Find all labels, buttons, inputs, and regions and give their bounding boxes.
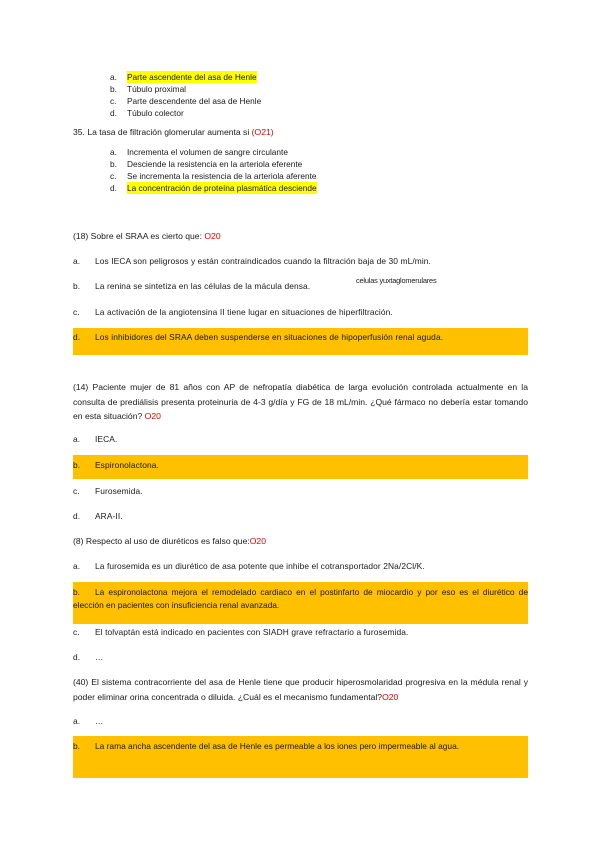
question-18-option-a — [73, 256, 528, 266]
option-letter: d. — [110, 183, 117, 193]
option-text: El tolvaptán está indicado en pacientes con SIADH grave refractario a furosemida. — [95, 627, 409, 637]
question-8-option-b — [73, 586, 528, 612]
option-letter: a. — [73, 434, 81, 444]
option-letter: c. — [73, 486, 80, 496]
question-8-option-d — [73, 652, 528, 662]
question-14 — [73, 380, 528, 424]
question-14-option-c — [73, 486, 528, 496]
option-text-highlighted: La concentración de proteína plasmática desciende — [127, 183, 317, 193]
question-8-option-a — [73, 561, 528, 571]
option-letter: b. — [73, 281, 81, 291]
option-text: … — [95, 716, 104, 726]
option-letter: d. — [73, 332, 81, 342]
option-letter: c. — [110, 96, 117, 106]
question-8 — [73, 536, 266, 546]
list-item — [110, 107, 261, 119]
answer-list-previous — [110, 71, 261, 119]
option-letter: d. — [73, 511, 81, 521]
option-letter: b. — [73, 741, 80, 751]
option-letter: a. — [73, 716, 81, 726]
option-letter: a. — [73, 256, 81, 266]
option-letter: c. — [110, 171, 117, 181]
option-letter: b. — [110, 84, 117, 94]
question-40-option-b — [73, 740, 528, 753]
option-text: ARA-II. — [95, 511, 123, 521]
question-code: (O21) — [251, 127, 274, 137]
list-item — [110, 71, 261, 83]
question-text: (40) El sistema contracorriente del asa de Henle tiene que producir hiperosmolaridad progresiva en la médula renal y poder eliminar orina concentrada o diluida. ¿Cuál es el mecanismo fundamental? — [73, 677, 528, 702]
option-text: Los inhibidores del SRAA deben suspenderse en situaciones de hipoperfusión renal aguda. — [95, 332, 444, 342]
list-item — [110, 182, 317, 194]
option-text: Túbulo proximal — [127, 84, 187, 94]
question-14-option-a — [73, 434, 528, 444]
question-code: O20 — [144, 411, 161, 421]
question-35 — [73, 127, 274, 137]
question-40 — [73, 675, 528, 704]
option-text: Furosemida. — [95, 486, 143, 496]
option-text: Incrementa el volumen de sangre circulante — [127, 147, 288, 157]
option-text: Los IECA son peligrosos y están contraindicados cuando la filtración baja de 30 mL/min. — [95, 256, 431, 266]
question-35-options — [110, 146, 317, 194]
list-item — [110, 158, 317, 170]
question-18 — [73, 231, 221, 241]
question-18-option-b — [73, 281, 528, 291]
option-letter: b. — [110, 159, 117, 169]
option-text: Parte descendente del asa de Henle — [127, 96, 262, 106]
list-item — [110, 170, 317, 182]
question-text: (14) Paciente mujer de 81 años con AP de nefropatía diabética de larga evolución controlada actualmente en la consulta de prediálisis presenta proteinuria de 4-3 g/día y FG de 18 mL/min. ¿Qué fármaco no debería estar tomando en esta situación? — [73, 382, 528, 421]
option-text: IECA. — [95, 434, 118, 444]
option-text: La espironolactona mejora el remodelado cardiaco en el postinfarto de miocardio y por eso es el diurético de elección en pacientes con insuficiencia renal avanzada. — [73, 587, 528, 610]
option-text: La furosemida es un diurético de asa potente que inhibe el cotransportador 2Na/2Cl/K. — [95, 561, 425, 571]
option-text: … — [95, 652, 104, 662]
option-letter: d. — [73, 652, 81, 662]
option-letter: b. — [73, 587, 80, 597]
question-code: O20 — [249, 536, 266, 546]
option-text: Desciende la resistencia en la arteriola eferente — [127, 159, 303, 169]
question-14-option-d — [73, 511, 528, 521]
list-item — [110, 95, 261, 107]
question-code: O20 — [204, 231, 221, 241]
option-text: Túbulo colector — [127, 108, 184, 118]
option-text: La activación de la angiotensina II tiene lugar en situaciones de hiperfiltración. — [95, 307, 393, 317]
question-code: O20 — [382, 691, 399, 702]
list-item — [110, 83, 261, 95]
option-text-highlighted: Parte ascendente del asa de Henle — [127, 72, 257, 82]
option-letter: a. — [110, 147, 117, 157]
option-letter: a. — [73, 561, 81, 571]
handwritten-note: celulas yuxtaglomerulares — [356, 276, 437, 285]
question-14-option-b — [73, 460, 528, 470]
option-letter: a. — [110, 72, 117, 82]
option-text: Se incrementa la resistencia de la arteriola aferente — [127, 171, 317, 181]
list-item — [110, 146, 317, 158]
option-letter: b. — [73, 460, 81, 470]
question-text: (8) Respecto al uso de diuréticos es falso que: — [73, 536, 250, 546]
option-text: La renina se sintetiza en las células de la mácula densa. — [95, 281, 311, 291]
question-40-option-a — [73, 716, 528, 726]
option-letter: d. — [110, 108, 117, 118]
question-text: (18) Sobre el SRAA es cierto que: — [73, 231, 205, 241]
option-text: La rama ancha ascendente del asa de Henle es permeable a los iones pero impermeable al agua. — [95, 741, 460, 751]
question-18-option-c — [73, 307, 528, 317]
option-text: Espironolactona. — [95, 460, 159, 470]
question-8-option-c — [73, 627, 528, 637]
option-letter: c. — [73, 627, 80, 637]
option-letter: c. — [73, 307, 80, 317]
question-text: 35. La tasa de filtración glomerular aumenta si — [73, 127, 252, 137]
question-18-option-d — [73, 332, 528, 342]
